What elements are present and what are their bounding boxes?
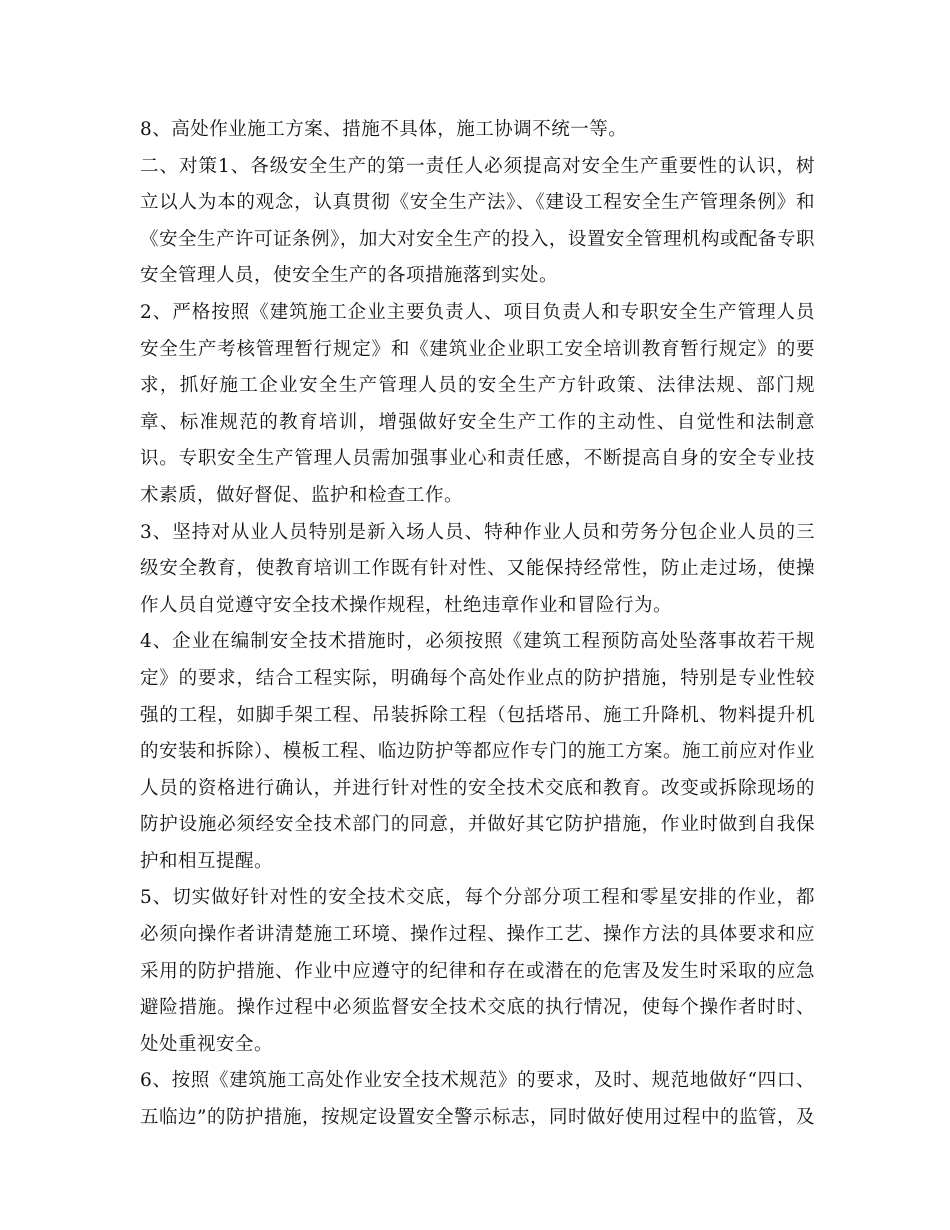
paragraph-countermeasures-3: 3、坚持对从业人员特别是新入场人员、特种作业人员和劳务分包企业人员的三级安全教育，使教育培训工作既有针对性、又能保持经常性，防止走过场，使操作人员自觉遵守安全技术操作规程，杜绝违章作业和冒险行为。 [140, 521, 815, 616]
paragraph-countermeasures-2: 2、严格按照《建筑施工企业主要负责人、项目负责人和专职安全生产管理人员安全生产考核管理暂行规定》和《建筑业企业职工安全培训教育暂行规定》的要求，抓好施工企业安全生产管理人员的安全生产方针政策、法律法规、部门规章、标准规范的教育培训，增强做好安全生产工作的主动性、自觉性和法制意识。专职安全生产管理人员需加强事业心和责任感，不断提高自身的安全专业技术素质，做好督促、监护和检查工作。 [140, 301, 815, 506]
paragraph-countermeasures-4: 4、企业在编制安全技术措施时，必须按照《建筑工程预防高处坠落事故若干规定》的要求，结合工程实际，明确每个高处作业点的防护措施，特别是专业性较强的工程，如脚手架工程、吊装拆除工程（包括塔吊、施工升降机、物料提升机的安装和拆除）、模板工程、临边防护等都应作专门的施工方案。施工前应对作业人员的资格进行确认，并进行针对性的安全技术交底和教育。改变或拆除现场的防护设施必须经安全技术部门的同意，并做好其它防护措施，作业时做到自我保护和相互提醒。 [140, 631, 815, 872]
paragraph-countermeasures-6: 6、按照《建筑施工高处作业安全技术规范》的要求，及时、规范地做好“四口、五临边”的防护措施，按规定设置安全警示标志，同时做好使用过程中的监管，及 [140, 1070, 815, 1129]
paragraph-countermeasures-5: 5、切实做好针对性的安全技术交底，每个分部分项工程和零星安排的作业，都必须向操作者讲清楚施工环境、操作过程、操作工艺、操作方法的具体要求和应采用的防护措施、作业中应遵守的纪律和存在或潜在的危害及发生时采取的应急避险措施。操作过程中必须监督安全技术交底的执行情况，使每个操作者时时、处处重视安全。 [140, 887, 815, 1055]
paragraph-item-8: 8、高处作业施工方案、措施不具体，施工协调不统一等。 [140, 119, 628, 140]
document-body [140, 112, 815, 1137]
paragraph-countermeasures-1: 二、对策1、各级安全生产的第一责任人必须提高对安全生产重要性的认识，树立以人为本的观念，认真贯彻《安全生产法》、《建设工程安全生产管理条例》和《安全生产许可证条例》，加大对安全生产的投入，设置安全管理机构或配备专职安全管理人员，使安全生产的各项措施落到实处。 [140, 155, 815, 287]
